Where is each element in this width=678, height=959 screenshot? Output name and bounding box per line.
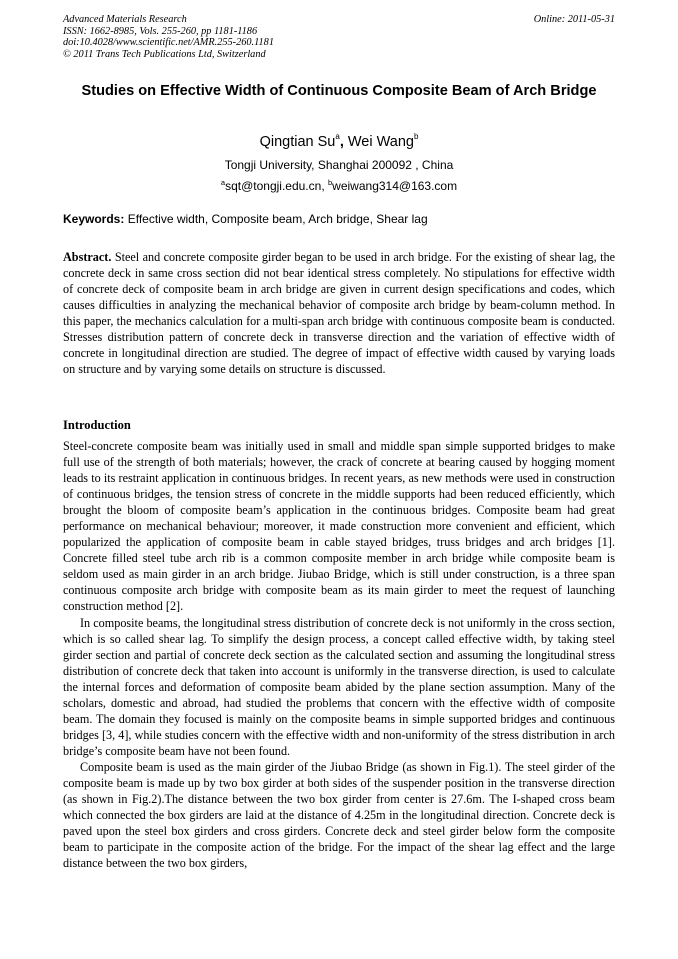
issn-line: ISSN: 1662-8985, Vols. 255-260, pp 1181-1186 [63, 25, 258, 37]
paragraph: Steel-concrete composite beam was initially used in small and middle span simple supported bridges to make full use of the strength of both materials; however, the crack of concrete at bearing caused by hogging moment leads to its restraint application in continuous bridges. In recent years, as new methods were used in construction of continuous bridges, the tension stress of concrete in the middle supports had been reduced efficiently, which brought the bloom of composite beam’s application in the continuous bridges. Composite beam had great performance on mechanical behaviour; moreover, it made construction more convenient and efficient, which popularized the application of composite beam in cable stayed bridges, truss bridges and arch bridges [1]. Concrete filled steel tube arch rib is a common composite member in arch bridge while composite beam is seldom used as main girder in an arch bridge. Jiubao Bridge, which is still under construction, is a three span continuous composite arch bridge with composite beam as its main girder to meet the request of launching construction method [2]. [63, 439, 615, 614]
online-date: Online: 2011-05-31 [533, 14, 615, 25]
affiliation-mark: a [335, 132, 340, 141]
copyright-line: © 2011 Trans Tech Publications Ltd, Switzerland [63, 48, 266, 60]
author-line [63, 133, 615, 151]
author-name: Wei Wang [347, 134, 414, 150]
paragraph: Composite beam is used as the main girder of the Jiubao Bridge (as shown in Fig.1). The steel girder of the composite beam is made up by two box girder at both sides of the suspender position in the transverse direction (as shown in Fig.2).The distance between the two box girder from center is 27.6m. The I-shaped cross beam which connected the box girders are laid at the distance of 4.25m in the longitudinal direction. Concrete deck is paved upon the steel box girders and cross girders. Concrete deck and steel girder below form the composite beam to participate in the composite action of the bridge. For the impact of the shear lag effect and the large distance between the two box girders, [63, 759, 615, 871]
keywords [63, 212, 615, 227]
doi-line: doi:10.4028/www.scientific.net/AMR.255-260.1181 [63, 37, 274, 49]
author-email: weiwang314@163.com [332, 179, 458, 193]
email-line [63, 179, 615, 194]
abstract-label: Abstract. [63, 250, 112, 264]
section-heading: Introduction [63, 418, 131, 432]
keywords-text: Effective width, Composite beam, Arch bridge, Shear lag [124, 212, 428, 226]
introduction-body [63, 438, 615, 871]
affiliation: Tongji University, Shanghai 200092 , China [224, 158, 454, 172]
author-email: sqt@tongji.edu.cn, [225, 179, 328, 193]
paragraph: In composite beams, the longitudinal stress distribution of concrete deck is not uniformly in the cross section, which is so called shear lag. To simplify the design process, a concept called effective width, by taking steel girder section and partial of concrete deck section as the calculated section and assuming the longitudinal stress distribution of concrete deck that taken into account is uniformly in the transverse direction, is used to calculate the internal forces and deformation of composite beam abided by the plane section assumption. Many of the scholars, domestic and abroad, had studied the problems that concern with the effective width of composite beam. The domain they focused is mainly on the composite beams in simple supported bridges and continuous bridges [3, 4], while studies concern with the effective width and non-uniformity of the stress distribution in arch bridge’s composite beam have not been found. [63, 615, 615, 758]
author-separator: , [339, 134, 348, 150]
abstract-text: Steel and concrete composite girder began to be used in arch bridge. For the existing of shear lag, the concrete deck in same cross section did not bear identical stress completely. No stipulations for effective width of concrete deck of composite beam in arch bridge are given in current design specifications and codes, which causes difficulties in analyzing the mechanical behavior of composite arch bridge by beam-column method. In this paper, the mechanics calculation for a multi-span arch bridge with continuous composite beam is conducted. Stresses distribution pattern of concrete deck in transverse direction and the variation of effective width of concrete in longitudinal direction are studied. The degree of impact of effective width caused by varying loads on structure and by varying some details on structure is discussed. [63, 250, 615, 377]
abstract [63, 249, 615, 377]
keywords-label: Keywords: [63, 212, 125, 226]
affiliation-mark: b [413, 132, 419, 141]
paper-title: Studies on Effective Width of Continuous Composite Beam of Arch Bridge [81, 83, 597, 99]
email-mark: a [220, 178, 226, 187]
publication-header [63, 14, 615, 60]
email-mark: b [328, 178, 333, 187]
author-name: Qingtian Su [259, 134, 336, 150]
abstract-paragraph [63, 249, 615, 377]
journal-name: Advanced Materials Research [63, 14, 187, 25]
